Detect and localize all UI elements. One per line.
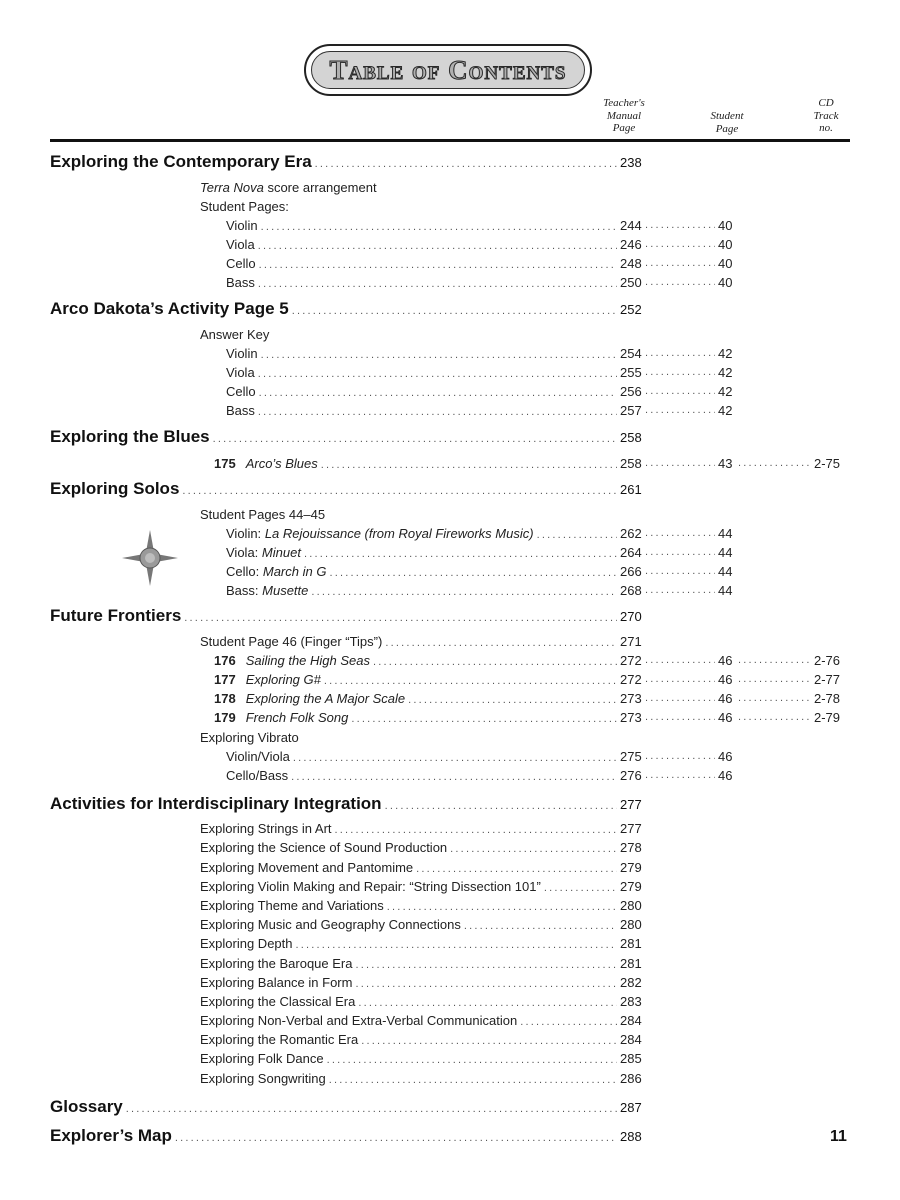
leader-dots: [645, 385, 715, 397]
toc-entry[interactable]: [214, 691, 646, 711]
teacher-page: 284: [620, 1013, 642, 1028]
entry-label: Viola: [226, 237, 255, 252]
student-page: 40: [718, 256, 733, 271]
entry-label: Viola: [226, 365, 255, 380]
leader-dots: [537, 529, 617, 541]
teacher-page: 248: [620, 256, 642, 271]
teacher-page: 281: [620, 956, 642, 971]
toc-entry[interactable]: [200, 898, 646, 918]
leader-dots: [645, 219, 715, 231]
entry-label: Cello/Bass: [226, 768, 289, 783]
page-title: Table of Contents: [329, 54, 567, 85]
teacher-page: 275: [620, 749, 642, 764]
leader-dots: [351, 713, 617, 725]
entry-label: Exploring the Science of Sound Production: [200, 840, 448, 855]
teacher-page: 266: [620, 564, 642, 579]
teacher-page: 257: [620, 403, 642, 418]
leader-dots: [258, 278, 617, 290]
teacher-page: 273: [620, 710, 642, 725]
teacher-page: 254: [620, 346, 642, 361]
leader-dots: [355, 978, 617, 990]
teacher-page: 264: [620, 545, 642, 560]
leader-dots: [645, 673, 715, 685]
entry-title: Exploring G#: [245, 672, 321, 687]
student-page: 40: [718, 275, 733, 290]
student-page: 46: [718, 672, 733, 687]
vibrato-label: Exploring Vibrato: [200, 730, 299, 745]
toc-entry[interactable]: [200, 1071, 646, 1091]
teacher-page: 284: [620, 1032, 642, 1047]
leader-dots: [645, 457, 715, 469]
entry-label: Exploring Music and Geography Connections: [200, 917, 461, 932]
instrument: Bass:: [226, 583, 259, 598]
teacher-page: 283: [620, 994, 642, 1009]
toc-section-frontiers[interactable]: [50, 606, 646, 630]
leader-dots: [645, 527, 715, 539]
toc-section-activities[interactable]: [50, 794, 646, 818]
entry-title: Minuet: [261, 545, 301, 560]
toc-entry[interactable]: [200, 860, 646, 880]
teacher-page: 277: [620, 821, 642, 836]
cd-track: 2-75: [814, 456, 841, 471]
toc-entry[interactable]: [214, 672, 646, 692]
entry-label: Exploring Theme and Variations: [200, 898, 384, 913]
leader-dots: [544, 882, 617, 894]
leader-dots: [645, 584, 715, 596]
leader-dots: [259, 259, 617, 271]
title-badge: [304, 44, 592, 96]
compass-star-icon: [120, 528, 180, 588]
teacher-page: 270: [620, 609, 642, 624]
student-pages-label: Student Pages:: [200, 199, 289, 214]
section-title: Exploring Solos: [50, 479, 180, 498]
leader-dots: [261, 349, 617, 361]
entry-label: Exploring the Baroque Era: [200, 956, 353, 971]
student-page: 44: [718, 526, 733, 541]
line-number: 179: [214, 710, 236, 725]
section-title: Exploring the Contemporary Era: [50, 152, 312, 171]
toc-entry[interactable]: [226, 237, 646, 257]
title-badge-inner: [311, 51, 585, 89]
toc-section-blues[interactable]: [50, 427, 646, 451]
student-page: 44: [718, 583, 733, 598]
teacher-page: 273: [620, 691, 642, 706]
entry-label: Exploring Balance in Form: [200, 975, 353, 990]
leader-dots: [464, 920, 617, 932]
entry-label: Violin: [226, 218, 258, 233]
leader-dots: [387, 901, 617, 913]
toc-entry[interactable]: [200, 634, 646, 654]
toc-entry[interactable]: [226, 346, 646, 366]
student-page: 43: [718, 456, 733, 471]
leader-dots: [738, 457, 812, 469]
section-title: Activities for Interdisciplinary Integration: [50, 794, 382, 813]
leader-dots: [645, 711, 715, 723]
leader-dots: [213, 433, 617, 445]
teacher-page: 261: [620, 482, 642, 497]
leader-dots: [335, 824, 617, 836]
toc-section-activity[interactable]: [50, 299, 646, 323]
entry-title: Arco’s Blues: [245, 456, 318, 471]
entry-label: Exploring Movement and Pantomime: [200, 860, 414, 875]
line-number: 175: [214, 456, 236, 471]
leader-dots: [645, 654, 715, 666]
teacher-page: 281: [620, 936, 642, 951]
toc-entry[interactable]: [200, 1032, 646, 1052]
leader-dots: [645, 750, 715, 762]
leader-dots: [373, 656, 617, 668]
toc-entry[interactable]: [226, 749, 646, 769]
leader-dots: [645, 276, 715, 288]
teacher-page: 286: [620, 1071, 642, 1086]
toc-section-contemporary[interactable]: [50, 152, 646, 176]
teacher-page: 280: [620, 917, 642, 932]
leader-dots: [291, 771, 617, 783]
teacher-page: 268: [620, 583, 642, 598]
leader-dots: [329, 567, 617, 579]
leader-dots: [645, 238, 715, 250]
entry-label: Bass: [226, 403, 255, 418]
leader-dots: [293, 752, 617, 764]
leader-dots: [258, 240, 617, 252]
leader-dots: [259, 387, 617, 399]
leader-dots: [329, 1074, 617, 1086]
score-title: Terra Nova: [200, 180, 264, 195]
teacher-page: 279: [620, 879, 642, 894]
toc-entry[interactable]: [226, 275, 646, 295]
leader-dots: [321, 459, 617, 471]
cd-track: 2-78: [814, 691, 841, 706]
toc-section-solos[interactable]: [50, 479, 646, 503]
leader-dots: [258, 406, 617, 418]
entry-label: Exploring Depth: [200, 936, 293, 951]
student-page: 44: [718, 545, 733, 560]
entry-label: Violin: [226, 346, 258, 361]
student-page: 42: [718, 403, 733, 418]
leader-dots: [645, 692, 715, 704]
leader-dots: [261, 221, 617, 233]
entry-label: Cello: [226, 384, 256, 399]
entry-label: Violin/Viola: [226, 749, 290, 764]
teacher-page: 244: [620, 218, 642, 233]
leader-dots: [645, 404, 715, 416]
student-pages-label: Student Pages 44–45: [200, 507, 326, 522]
student-page: 42: [718, 346, 733, 361]
leader-dots: [520, 1016, 617, 1028]
entry-title: Exploring the A Major Scale: [245, 691, 406, 706]
leader-dots: [738, 654, 812, 666]
toc-section-glossary[interactable]: [50, 1097, 646, 1121]
teacher-page: 272: [620, 653, 642, 668]
teacher-page: 238: [620, 155, 642, 170]
toc-section-map[interactable]: [50, 1126, 646, 1150]
leader-dots: [645, 769, 715, 781]
toc-entry[interactable]: [200, 994, 646, 1014]
entry-title: Musette: [262, 583, 309, 598]
teacher-page: 256: [620, 384, 642, 399]
section-title: Exploring the Blues: [50, 427, 210, 446]
leader-dots: [292, 305, 617, 317]
score-arrangement-line: [200, 180, 377, 195]
leader-dots: [738, 692, 812, 704]
entry-label: Exploring Strings in Art: [200, 821, 332, 836]
toc-entry[interactable]: [226, 583, 646, 603]
page-number: 11: [830, 1128, 847, 1145]
leader-dots: [385, 637, 617, 649]
cd-track: 2-77: [814, 672, 841, 687]
instrument: Violin:: [226, 526, 262, 541]
teacher-page: 271: [620, 634, 642, 649]
entry-title: French Folk Song: [245, 710, 349, 725]
teacher-page: 288: [620, 1129, 642, 1144]
student-page: 46: [718, 749, 733, 764]
student-page: 42: [718, 365, 733, 380]
entry-label: Student Page 46 (Finger “Tips”): [200, 634, 383, 649]
toc-entry[interactable]: [200, 840, 646, 860]
entry-label: Exploring the Classical Era: [200, 994, 356, 1009]
toc-entry[interactable]: [200, 821, 646, 841]
student-page: 40: [718, 218, 733, 233]
toc-entry[interactable]: [226, 384, 646, 404]
entry-title: La Rejouissance (from Royal Fireworks Music): [264, 526, 534, 541]
column-header-cd: CD Track no.: [813, 97, 839, 134]
teacher-page: 262: [620, 526, 642, 541]
toc-entry[interactable]: [214, 653, 646, 673]
leader-dots: [327, 1054, 617, 1066]
student-page: 40: [718, 237, 733, 252]
teacher-page: 277: [620, 797, 642, 812]
toc-entry[interactable]: [226, 564, 646, 584]
leader-dots: [311, 586, 617, 598]
leader-dots: [361, 1035, 617, 1047]
teacher-page: 258: [620, 430, 642, 445]
student-page: 46: [718, 710, 733, 725]
instrument: Viola:: [226, 545, 259, 560]
teacher-page: 285: [620, 1051, 642, 1066]
line-number: 177: [214, 672, 236, 687]
entry-label: Exploring Songwriting: [200, 1071, 326, 1086]
student-page: 46: [718, 653, 733, 668]
toc-entry[interactable]: [226, 545, 646, 565]
leader-dots: [645, 347, 715, 359]
teacher-page: 252: [620, 302, 642, 317]
leader-dots: [416, 863, 617, 875]
answer-key-label: Answer Key: [200, 327, 270, 342]
teacher-page: 282: [620, 975, 642, 990]
leader-dots: [324, 675, 617, 687]
instrument: Cello:: [226, 564, 260, 579]
leader-dots: [304, 548, 617, 560]
toc-entry[interactable]: [200, 1013, 646, 1033]
student-page: 46: [718, 691, 733, 706]
teacher-page: 276: [620, 768, 642, 783]
entry-label: Bass: [226, 275, 255, 290]
entry-label: Exploring the Romantic Era: [200, 1032, 359, 1047]
teacher-page: 246: [620, 237, 642, 252]
section-title: Future Frontiers: [50, 606, 182, 625]
cd-track: 2-76: [814, 653, 841, 668]
line-number: 178: [214, 691, 236, 706]
teacher-page: 278: [620, 840, 642, 855]
toc-entry[interactable]: [226, 768, 646, 788]
entry-label: Cello: [226, 256, 256, 271]
leader-dots: [645, 257, 715, 269]
leader-dots: [315, 158, 617, 170]
teacher-page: 258: [620, 456, 642, 471]
toc-entry[interactable]: [226, 256, 646, 276]
toc-entry[interactable]: [226, 526, 646, 546]
leader-dots: [450, 843, 617, 855]
leader-dots: [358, 997, 617, 1009]
teacher-page: 272: [620, 672, 642, 687]
line-number: 176: [214, 653, 236, 668]
section-title: Glossary: [50, 1097, 123, 1116]
entry-title: Sailing the High Seas: [245, 653, 371, 668]
leader-dots: [258, 368, 617, 380]
section-title: Explorer’s Map: [50, 1126, 172, 1145]
toc-entry[interactable]: [226, 403, 646, 423]
toc-entry[interactable]: [214, 456, 646, 476]
column-header-student: Student Page: [710, 110, 744, 135]
leader-dots: [182, 485, 617, 497]
leader-dots: [184, 612, 617, 624]
section-title: Arco Dakota’s Activity Page 5: [50, 299, 289, 318]
leader-dots: [385, 800, 617, 812]
student-page: 42: [718, 384, 733, 399]
column-header-teacher: Teacher's Manual Page: [603, 97, 645, 134]
leader-dots: [408, 694, 617, 706]
teacher-page: 255: [620, 365, 642, 380]
entry-title: March in G: [262, 564, 327, 579]
toc-entry[interactable]: [200, 917, 646, 937]
leader-dots: [355, 959, 617, 971]
teacher-page: 287: [620, 1100, 642, 1115]
leader-dots: [738, 711, 812, 723]
teacher-page: 280: [620, 898, 642, 913]
toc-entry[interactable]: [200, 879, 646, 899]
toc-entry[interactable]: [226, 365, 646, 385]
cd-track: 2-79: [814, 710, 841, 725]
student-page: 46: [718, 768, 733, 783]
student-page: 44: [718, 564, 733, 579]
toc-entry[interactable]: [226, 218, 646, 238]
header-rule: [50, 139, 850, 142]
leader-dots: [126, 1103, 617, 1115]
teacher-page: 250: [620, 275, 642, 290]
toc-entry[interactable]: [200, 956, 646, 976]
leader-dots: [645, 565, 715, 577]
leader-dots: [645, 366, 715, 378]
leader-dots: [175, 1132, 617, 1144]
toc-entry[interactable]: [200, 1051, 646, 1071]
leader-dots: [738, 673, 812, 685]
toc-entry[interactable]: [214, 710, 646, 730]
leader-dots: [645, 546, 715, 558]
entry-label: Exploring Violin Making and Repair: “String Dissection 101”: [200, 879, 541, 894]
entry-label: Exploring Non-Verbal and Extra-Verbal Communication: [200, 1013, 518, 1028]
teacher-page: 279: [620, 860, 642, 875]
score-rest: score arrangement: [263, 180, 377, 195]
toc-entry[interactable]: [200, 975, 646, 995]
toc-entry[interactable]: [200, 936, 646, 956]
leader-dots: [296, 939, 618, 951]
entry-label: Exploring Folk Dance: [200, 1051, 324, 1066]
